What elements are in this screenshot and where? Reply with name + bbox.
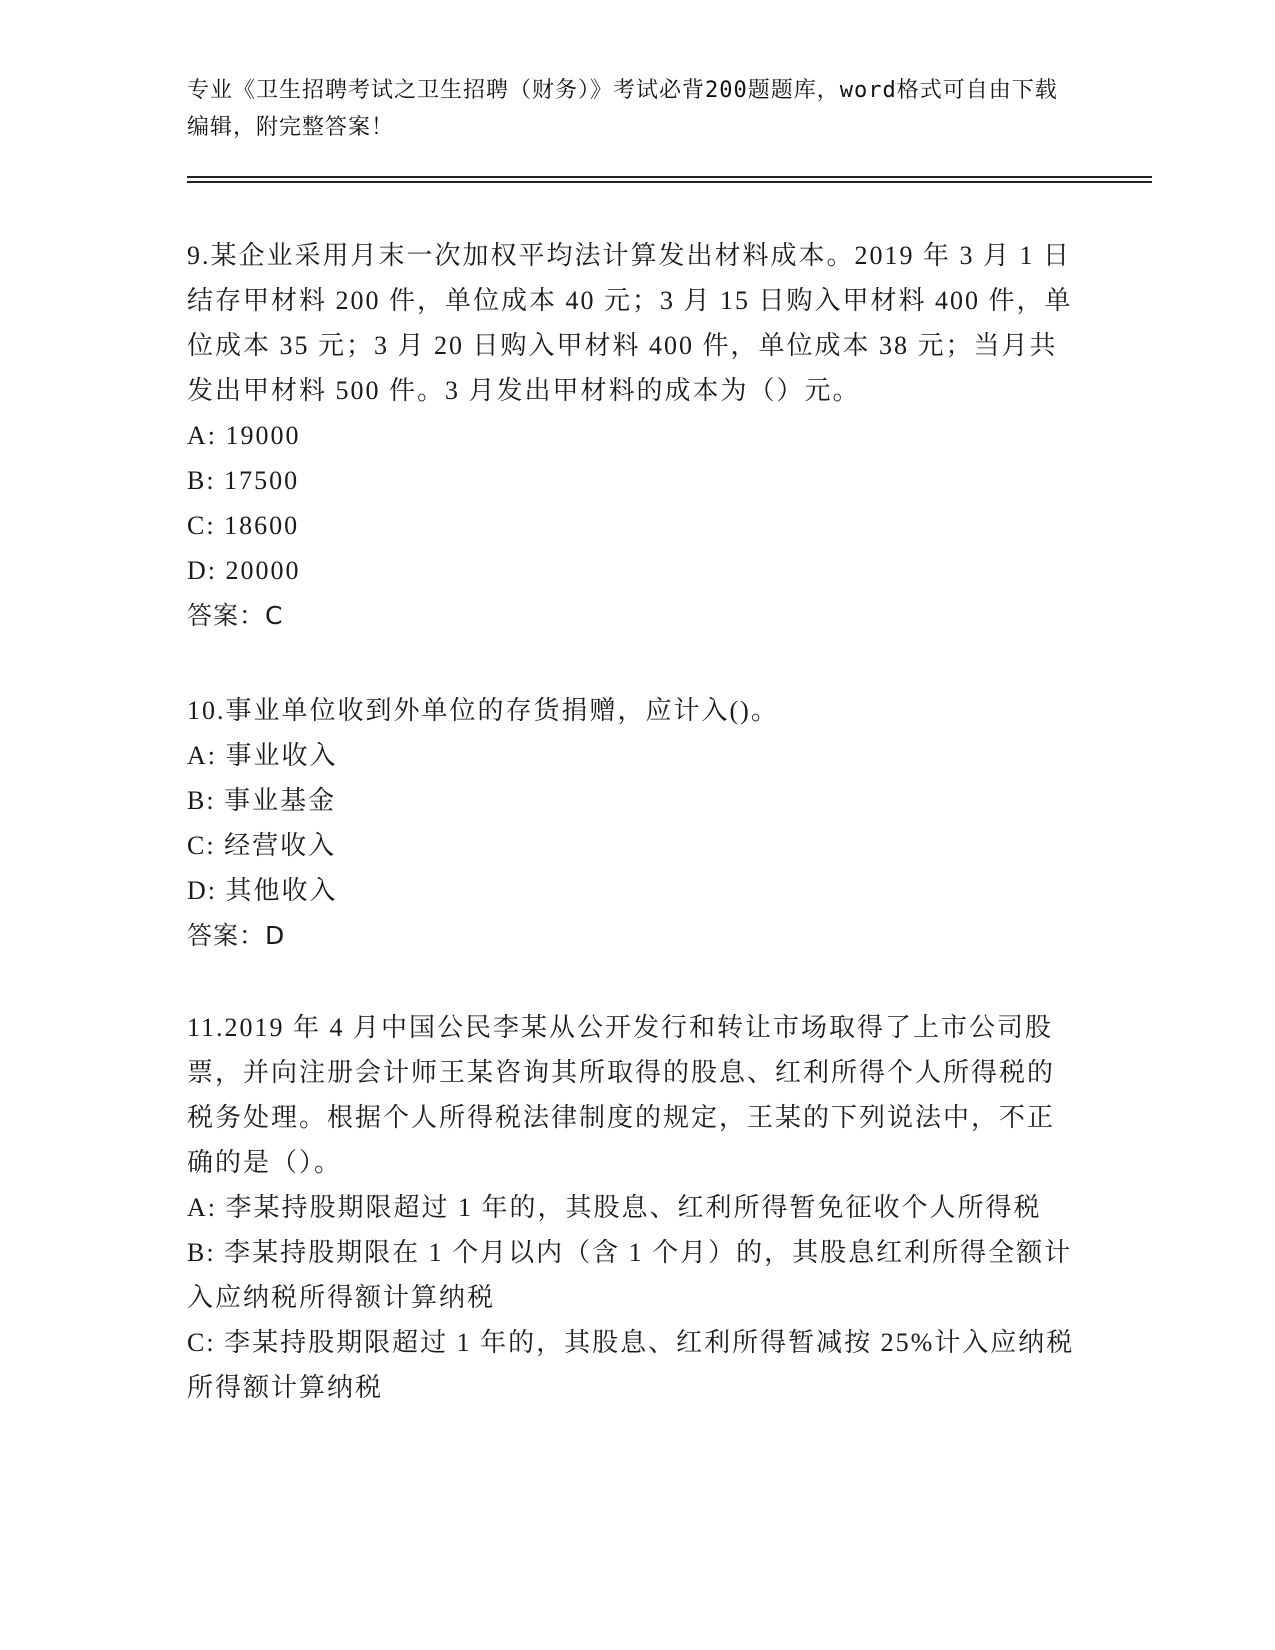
option-d: D: 其他收入 — [187, 876, 338, 905]
question-10 — [187, 688, 1077, 958]
header-divider-bottom — [187, 181, 1152, 183]
option-b: B: 事业基金 — [187, 786, 337, 815]
option-d: D: 20000 — [187, 556, 301, 585]
answer-label: 答案：C — [187, 601, 284, 630]
option-a: A: 19000 — [187, 421, 301, 450]
option-a: A: 李某持股期限超过 1 年的，其股息、红利所得暂免征收个人所得税 — [187, 1193, 1042, 1222]
option-c: C: 李某持股期限超过 1 年的，其股息、红利所得暂减按 25%计入应纳税所得额计算纳税 — [187, 1328, 1075, 1402]
answer-label: 答案：D — [187, 921, 286, 950]
question-stem: 11.2019 年 4 月中国公民李某从公开发行和转让市场取得了上市公司股票，并向注册会计师王某咨询其所取得的股息、红利所得个人所得税的税务处理。根据个人所得税法律制度的规定，王某的下列说法中，不正确的是（）。 — [187, 1013, 1056, 1177]
question-9 — [187, 233, 1077, 638]
document-header: 专业《卫生招聘考试之卫生招聘（财务）》考试必背200题题库，word格式可自由下载编辑，附完整答案！ — [187, 78, 1058, 140]
option-b: B: 17500 — [187, 466, 300, 495]
option-c: C: 18600 — [187, 511, 300, 540]
question-stem: 10.事业单位收到外单位的存货捐赠，应计入()。 — [187, 696, 779, 725]
question-11 — [187, 1005, 1077, 1410]
option-c: C: 经营收入 — [187, 831, 337, 860]
option-b: B: 李某持股期限在 1 个月以内（含 1 个月）的，其股息红利所得全额计入应纳税所得额计算纳税 — [187, 1238, 1073, 1312]
option-a: A: 事业收入 — [187, 741, 338, 770]
question-stem: 9.某企业采用月末一次加权平均法计算发出材料成本。2019 年 3 月 1 日结存甲材料 200 件，单位成本 40 元；3 月 15 日购入甲材料 400 件，单位成本 35 元；3 月 20 日购入甲材料 400 件，单位成本 38 元；当月共发出甲材料 500 件。3 月发出甲材料的成本为（）元。 — [187, 241, 1073, 405]
header-divider-top — [187, 176, 1152, 178]
